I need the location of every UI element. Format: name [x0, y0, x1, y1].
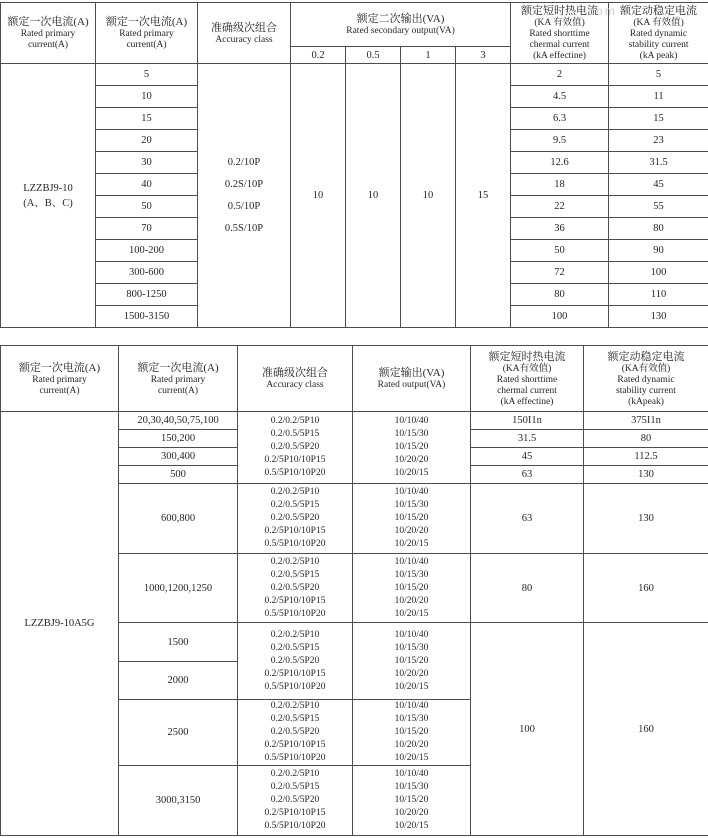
- t2-accuracy-line: 0.2/0.5/5P15: [270, 500, 320, 510]
- t1-header-accuracy-en: Accuracy class: [215, 34, 273, 45]
- t2-header-thermal-zh: 额定短时热电流: [488, 350, 566, 363]
- t1-accuracy-line: 0.2S/10P: [224, 178, 264, 190]
- t1-header-dynamic-zh2: (KA 有效值): [633, 18, 684, 28]
- t2-accuracy-line: 0.2/5P10/10P15: [264, 740, 326, 750]
- t1-output-3: 15: [456, 64, 511, 328]
- t2-dynamic: 375I1n: [584, 412, 708, 430]
- t1-header-dynamic-en3: (kA peak): [639, 51, 678, 61]
- t1-thermal: 9.5: [511, 130, 609, 152]
- t1-header-current: [96, 3, 198, 64]
- t2-model-label: LZZBJ9-10A5G: [24, 618, 95, 629]
- t2-output-line: 10/10/40: [394, 416, 429, 426]
- t2-current: 2500: [119, 700, 238, 766]
- t2-current: 500: [119, 466, 238, 484]
- t2-header-thermal-en1: Rated shorttime: [496, 374, 558, 385]
- t1-header-accuracy-zh: 准确级次组合: [211, 21, 277, 34]
- t1-dynamic: 55: [609, 196, 708, 218]
- site-watermark: com: [588, 4, 617, 18]
- t2-accuracy-line: 0.2/5P10/10P15: [264, 526, 326, 536]
- t2-output-line: 10/10/40: [394, 629, 429, 640]
- t1-header-current-en1: Rated primary: [119, 29, 174, 39]
- t1-subcol-0.5: 0.5: [346, 47, 401, 64]
- t1-current: 100-200: [96, 240, 198, 262]
- t2-output-line: 10/20/20: [394, 808, 429, 818]
- t2-output-line: 10/10/40: [394, 487, 429, 497]
- t1-subcol-3: 3: [456, 47, 511, 64]
- t2-accuracy-line: 0.2/5P10/10P15: [264, 595, 326, 606]
- t1-thermal: 2: [511, 64, 609, 86]
- t2-output-line: 10/15/30: [394, 500, 429, 510]
- t2-output-line: 10/15/20: [394, 655, 429, 666]
- t1-header-thermal: [511, 3, 609, 64]
- t2-header-dynamic-zh2: (KA有效值): [621, 363, 671, 374]
- t2-header-current-en2: current(A): [157, 385, 199, 396]
- t1-dynamic: 110: [609, 284, 708, 306]
- t1-accuracy-line: 0.2/10P: [227, 156, 261, 168]
- t1-subcol-0.2: 0.2: [291, 47, 346, 64]
- t2-output-cell: [353, 623, 471, 700]
- t2-accuracy-cell: [238, 412, 353, 484]
- t1-thermal: 4.5: [511, 86, 609, 108]
- t2-header-thermal-en2: chermal current: [497, 385, 557, 396]
- t2-accuracy-line: 0.5/5P10/10P20: [264, 608, 326, 619]
- t2-output-line: 10/20/15: [394, 468, 429, 478]
- t1-header-output: [291, 3, 511, 47]
- t2-output-line: 10/15/30: [394, 429, 429, 439]
- t1-header-dynamic-en2: stability current: [628, 40, 689, 50]
- t2-accuracy-line: 0.2/0.5/5P15: [270, 642, 320, 653]
- t2-output-line: 10/20/20: [394, 595, 429, 606]
- t2-header-dynamic-zh: 额定动稳定电流: [607, 350, 685, 363]
- t1-current: 800-1250: [96, 284, 198, 306]
- t1-header-thermal-zh2: (KA 有效值): [534, 18, 585, 28]
- t1-dynamic: 90: [609, 240, 708, 262]
- t2-header-current-en1: Rated primary: [150, 374, 206, 385]
- t2-header-output-en: Rated output(VA): [377, 380, 446, 390]
- t1-model-line1: LZZBJ9-10: [23, 182, 73, 194]
- t2-thermal: 100: [471, 623, 584, 836]
- t1-header-thermal-en3: (kA effectine): [533, 51, 586, 61]
- t2-output-line: 10/20/20: [394, 740, 429, 750]
- t1-header-thermal-zh: 额定短时热电流: [521, 5, 599, 17]
- t2-dynamic: 160: [584, 554, 708, 623]
- t1-header-type: [1, 3, 96, 64]
- t2-thermal: 80: [471, 554, 584, 623]
- t2-accuracy-line: 0.2/5P10/10P15: [264, 808, 326, 818]
- table-lzzbj9-10a5g: [0, 345, 708, 836]
- t1-current: 20: [96, 130, 198, 152]
- t2-output-line: 10/20/15: [394, 608, 429, 619]
- t1-header-type-en1: Rated primary: [20, 29, 76, 39]
- t2-accuracy-cell: [238, 554, 353, 623]
- t2-header-accuracy-en: Accuracy class: [266, 380, 324, 390]
- t2-header-type-zh: 额定一次电流(A): [18, 361, 101, 374]
- t2-accuracy-line: 0.5/5P10/10P20: [264, 468, 326, 478]
- t2-accuracy-line: 0.2/0.5/5P15: [270, 782, 320, 792]
- t2-current: 1500: [119, 623, 238, 662]
- t2-output-line: 10/15/20: [394, 727, 429, 737]
- t1-thermal: 72: [511, 262, 609, 284]
- t2-header-thermal-en3: (kA effectine): [500, 396, 554, 407]
- t2-current: 20,30,40,50,75,100: [119, 412, 238, 430]
- t2-accuracy-line: 0.2/0.2/5P10: [270, 701, 320, 711]
- t2-accuracy-line: 0.2/0.5/5P15: [270, 569, 320, 580]
- t2-output-line: 10/15/30: [394, 782, 429, 792]
- t1-accuracy-line: 0.5/10P: [227, 200, 261, 212]
- t2-output-line: 10/15/30: [394, 714, 429, 724]
- t2-row: [1, 412, 708, 430]
- t1-header-type-zh: 额定一次电流(A): [7, 16, 89, 28]
- t1-dynamic: 100: [609, 262, 708, 284]
- t2-output-line: 10/10/40: [394, 701, 429, 711]
- t2-output-cell: [353, 554, 471, 623]
- t1-thermal: 36: [511, 218, 609, 240]
- t2-output-cell: [353, 766, 471, 836]
- t1-dynamic: 80: [609, 218, 708, 240]
- t2-header-dynamic-en2: stability current: [616, 385, 676, 396]
- t2-accuracy-line: 0.5/5P10/10P20: [264, 539, 326, 549]
- t2-dynamic: 130: [584, 466, 708, 484]
- t1-thermal: 6.3: [511, 108, 609, 130]
- t2-accuracy-line: 0.2/0.5/5P20: [270, 513, 320, 523]
- t2-output-line: 10/20/15: [394, 753, 429, 763]
- t2-output-cell: [353, 700, 471, 766]
- t1-header-output-en: Rated secondary output(VA): [346, 26, 455, 36]
- t2-accuracy-line: 0.5/5P10/10P20: [264, 753, 326, 763]
- t2-thermal: 63: [471, 484, 584, 554]
- t2-current: 600,800: [119, 484, 238, 554]
- t2-header-accuracy: [238, 346, 353, 412]
- t2-accuracy-line: 0.2/0.5/5P20: [270, 795, 320, 805]
- t2-header-current-zh: 额定一次电流(A): [137, 361, 219, 374]
- table-lzzbj9-10: [0, 2, 708, 328]
- t1-accuracy-line: 0.5S/10P: [224, 222, 264, 234]
- t1-current: 40: [96, 174, 198, 196]
- t1-output-0.2: 10: [291, 64, 346, 328]
- t2-accuracy-line: 0.5/5P10/10P20: [264, 681, 326, 692]
- t2-output-line: 10/10/40: [394, 556, 429, 567]
- t1-thermal: 18: [511, 174, 609, 196]
- t2-output-line: 10/15/20: [394, 513, 429, 523]
- t2-header-accuracy-zh: 准确级次组合: [262, 367, 328, 379]
- t2-dynamic: 130: [584, 484, 708, 554]
- t2-output-cell: [353, 484, 471, 554]
- t2-header-output: [353, 346, 471, 412]
- t1-row: [1, 64, 708, 86]
- t1-thermal: 50: [511, 240, 609, 262]
- t2-dynamic: 160: [584, 623, 708, 836]
- t1-accuracy-cell: [198, 64, 291, 328]
- t1-header-current-zh: 额定一次电流(A): [105, 16, 188, 28]
- t2-current: 3000,3150: [119, 766, 238, 836]
- t2-output-line: 10/15/30: [394, 642, 429, 653]
- t2-accuracy-cell: [238, 766, 353, 836]
- t2-accuracy-line: 0.2/5P10/10P15: [264, 668, 326, 679]
- t1-thermal: 12.6: [511, 152, 609, 174]
- t2-header-type-en2: current(A): [39, 385, 80, 396]
- t1-current: 30: [96, 152, 198, 174]
- t2-current: 1000,1200,1250: [119, 554, 238, 623]
- t2-accuracy-line: 0.2/0.5/5P15: [270, 714, 320, 724]
- t2-accuracy-line: 0.2/0.2/5P10: [270, 769, 320, 779]
- t2-accuracy-cell: [238, 484, 353, 554]
- t1-header-type-en2: current(A): [27, 40, 69, 50]
- t2-accuracy-line: 0.2/0.2/5P10: [270, 556, 320, 567]
- t2-current: 150,200: [119, 430, 238, 448]
- t2-header-output-zh: 额定输出(VA): [378, 367, 445, 379]
- t2-header-type-en1: Rated primary: [32, 374, 87, 385]
- t2-output-line: 10/20/15: [394, 539, 429, 549]
- t1-header-current-en2: current(A): [126, 40, 167, 50]
- t2-output-line: 10/20/15: [394, 821, 429, 831]
- t2-current: 2000: [119, 662, 238, 700]
- t2-accuracy-line: 0.2/0.5/5P15: [270, 429, 320, 439]
- t2-thermal: 31.5: [471, 430, 584, 448]
- t1-dynamic: 15: [609, 108, 708, 130]
- t2-output-line: 10/20/20: [394, 668, 429, 679]
- t2-output-cell: [353, 412, 471, 484]
- t2-header-dynamic: [584, 346, 708, 412]
- t1-dynamic: 23: [609, 130, 708, 152]
- t1-dynamic: 11: [609, 86, 708, 108]
- t1-thermal: 100: [511, 306, 609, 328]
- t2-accuracy-cell: [238, 700, 353, 766]
- t2-output-line: 10/10/40: [394, 769, 429, 779]
- t2-header-thermal-zh2: (KA有效值): [502, 363, 552, 374]
- t1-header-dynamic-zh: 额定动稳定电流: [620, 5, 698, 17]
- t1-dynamic: 130: [609, 306, 708, 328]
- t2-model-cell: [1, 412, 119, 836]
- t1-subcol-1: 1: [401, 47, 456, 64]
- t2-header-current: [119, 346, 238, 412]
- t2-accuracy-line: 0.2/0.2/5P10: [270, 487, 320, 497]
- t1-dynamic: 5: [609, 64, 708, 86]
- t1-model-line2: (A、B、C): [23, 197, 73, 209]
- t2-output-line: 10/15/30: [394, 569, 429, 580]
- t2-thermal: 45: [471, 448, 584, 466]
- t2-header-type: [1, 346, 119, 412]
- t1-current: 10: [96, 86, 198, 108]
- t2-accuracy-line: 0.2/0.5/5P20: [270, 582, 320, 593]
- t2-output-line: 10/20/20: [394, 455, 429, 465]
- t1-header-thermal-en1: Rated shorttime: [529, 29, 590, 39]
- t2-dynamic: 112.5: [584, 448, 708, 466]
- t1-dynamic: 31.5: [609, 152, 708, 174]
- t2-output-line: 10/15/20: [394, 442, 429, 452]
- t1-current: 300-600: [96, 262, 198, 284]
- t2-accuracy-line: 0.2/5P10/10P15: [264, 455, 326, 465]
- t2-output-line: 10/20/20: [394, 526, 429, 536]
- t2-accuracy-line: 0.2/0.2/5P10: [270, 629, 320, 640]
- t2-output-line: 10/15/20: [394, 795, 429, 805]
- t2-accuracy-line: 0.2/0.5/5P20: [270, 655, 320, 666]
- t2-header-dynamic-en1: Rated dynamic: [617, 374, 675, 385]
- t2-header-dynamic-en3: (kApeak): [628, 396, 664, 407]
- t1-current: 70: [96, 218, 198, 240]
- t1-output-1: 10: [401, 64, 456, 328]
- t1-thermal: 80: [511, 284, 609, 306]
- t1-current: 15: [96, 108, 198, 130]
- t2-accuracy-line: 0.2/0.5/5P20: [270, 727, 320, 737]
- t2-thermal: 150I1n: [471, 412, 584, 430]
- t1-header-accuracy: [198, 3, 291, 64]
- t2-output-line: 10/15/20: [394, 582, 429, 593]
- t1-output-0.5: 10: [346, 64, 401, 328]
- t2-accuracy-line: 0.2/0.2/5P10: [270, 416, 320, 426]
- t2-header-thermal: [471, 346, 584, 412]
- t2-output-line: 10/20/15: [394, 681, 429, 692]
- t2-accuracy-line: 0.5/5P10/10P20: [264, 821, 326, 831]
- t1-header-row: [1, 3, 708, 47]
- t1-current: 1500-3150: [96, 306, 198, 328]
- t1-header-thermal-en2: chermal current: [529, 40, 590, 50]
- t1-header-dynamic: [609, 3, 708, 64]
- t1-header-output-zh: 额定二次输出(VA): [356, 13, 445, 25]
- t2-header-row: [1, 346, 708, 412]
- t2-current: 300,400: [119, 448, 238, 466]
- t1-model-cell: [1, 64, 96, 328]
- t1-current: 5: [96, 64, 198, 86]
- t1-dynamic: 45: [609, 174, 708, 196]
- t2-thermal: 63: [471, 466, 584, 484]
- t1-current: 50: [96, 196, 198, 218]
- t2-dynamic: 80: [584, 430, 708, 448]
- t1-header-dynamic-en1: Rated dynamic: [629, 29, 688, 39]
- t2-accuracy-cell: [238, 623, 353, 700]
- t1-thermal: 22: [511, 196, 609, 218]
- t2-accuracy-line: 0.2/0.5/5P20: [270, 442, 320, 452]
